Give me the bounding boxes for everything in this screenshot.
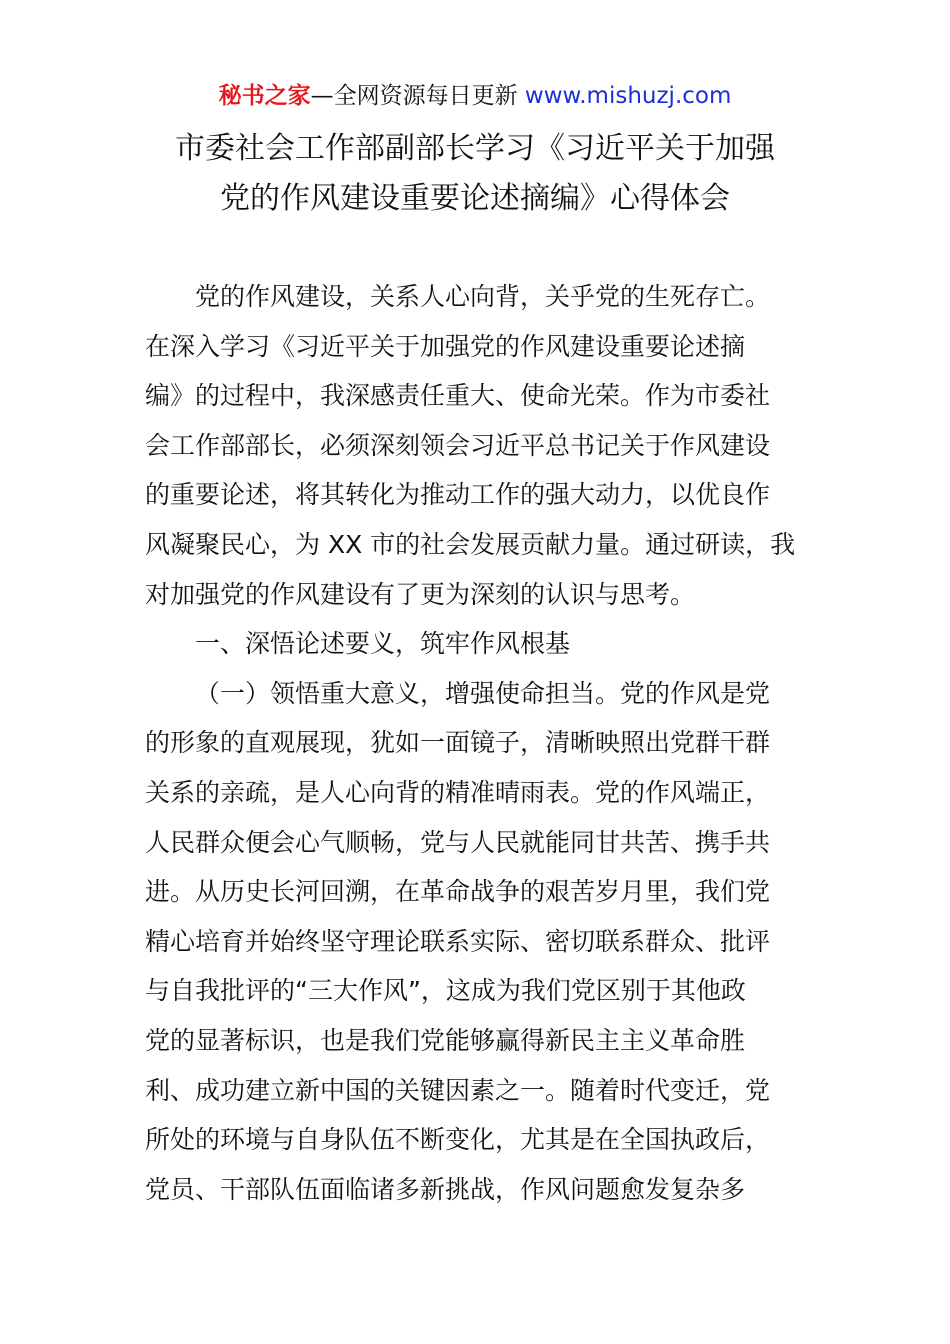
paragraph-line: 的重要论述，将其转化为推动工作的强大动力，以优良作: [145, 480, 771, 510]
paragraph-line: 与自我批评的“三大作风”，这成为我们党区别于其他政: [145, 976, 746, 1006]
paragraph-line: 会工作部部长，必须深刻领会习近平总书记关于作风建设: [145, 430, 771, 460]
title-line-2: 党的作风建设重要论述摘编》心得体会: [220, 181, 730, 216]
section-heading: 一、深悟论述要义，筑牢作风根基: [195, 629, 571, 659]
paragraph-line: 所处的环境与自身队伍不断变化，尤其是在全国执政后，: [145, 1125, 771, 1155]
header-tagline: —全网资源每日更新: [310, 83, 518, 109]
paragraph-line: 党的显著标识，也是我们党能够赢得新民主主义革命胜: [145, 1025, 746, 1055]
paragraph-line: 利、成功建立新中国的关键因素之一。随着时代变迁，党: [145, 1075, 771, 1105]
paragraph-line: 对加强党的作风建设有了更为深刻的认识与思考。: [145, 579, 696, 609]
site-header: [0, 80, 950, 112]
paragraph-line: 人民群众便会心气顺畅，党与人民就能同甘共苦、携手共: [145, 827, 771, 857]
paragraph-line: 关系的亲疏，是人心向背的精准晴雨表。党的作风端正，: [145, 777, 771, 807]
title-line-1: 市委社会工作部副部长学习《习近平关于加强: [175, 131, 775, 166]
document-title: [0, 124, 950, 224]
paragraph-line: 进。从历史长河回溯，在革命战争的艰苦岁月里，我们党: [145, 877, 771, 907]
document-body: [145, 272, 807, 1214]
site-url[interactable]: www.mishuzj.com: [524, 83, 732, 109]
brand-name: 秘书之家: [218, 83, 311, 109]
paragraph-line: 党的作风建设，关系人心向背，关乎党的生死存亡。: [195, 282, 771, 311]
paragraph-line: 的形象的直观展现，犹如一面镜子，清晰映照出党群干群: [145, 728, 771, 758]
paragraph-line: 编》的过程中，我深感责任重大、使命光荣。作为市委社: [145, 381, 771, 411]
paragraph-line: 在深入学习《习近平关于加强党的作风建设重要论述摘: [145, 331, 746, 361]
paragraph-line: 风凝聚民心，为 XX 市的社会发展贡献力量。通过研读，我: [145, 529, 796, 559]
paragraph-line: 党员、干部队伍面临诸多新挑战，作风问题愈发复杂多: [145, 1174, 746, 1204]
paragraph-line: （一）领悟重大意义，增强使命担当。党的作风是党: [195, 678, 771, 708]
paragraph-line: 精心培育并始终坚守理论联系实际、密切联系群众、批评: [145, 926, 771, 956]
